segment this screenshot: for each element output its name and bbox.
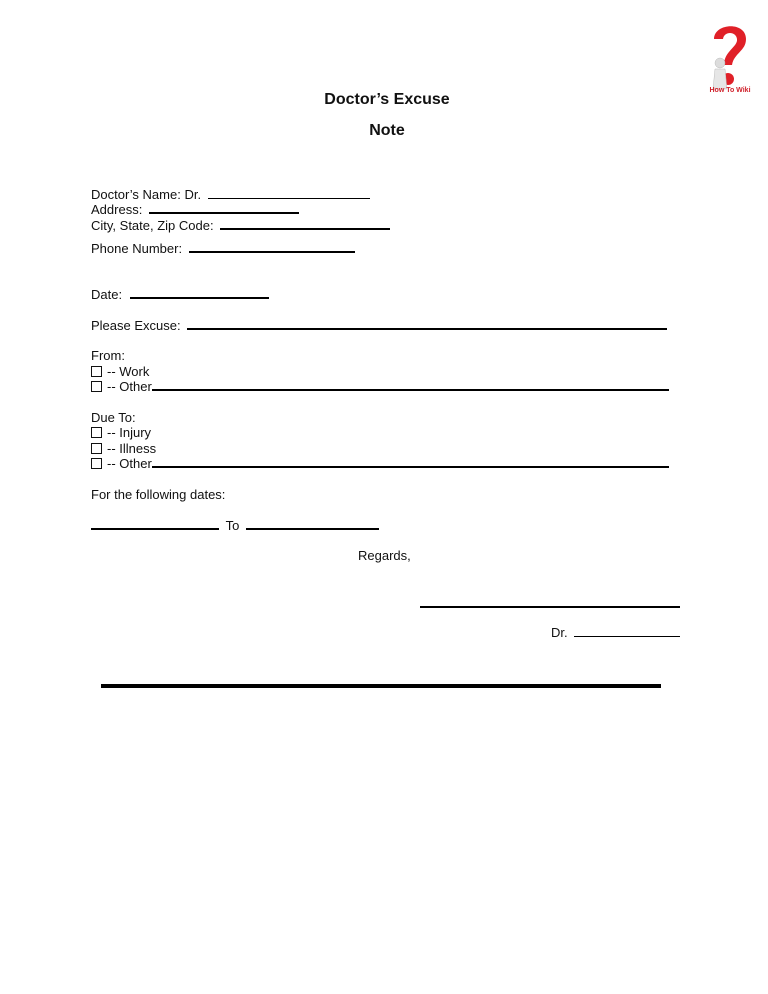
address-field[interactable] [149, 211, 299, 214]
doctor-name-field[interactable] [208, 197, 370, 199]
due-other-field[interactable] [152, 465, 669, 468]
phone-field[interactable] [189, 250, 355, 253]
due-other-option [91, 456, 669, 471]
from-work-option [91, 364, 149, 379]
please-excuse-field[interactable] [187, 327, 667, 330]
doctor-name-label: Doctor’s Name: Dr. [91, 187, 202, 202]
city-state-zip-label: City, State, Zip Code: [91, 218, 214, 233]
from-label: From: [91, 348, 125, 363]
date-range-row [91, 518, 379, 533]
from-other-checkbox[interactable] [91, 381, 102, 392]
logo-text: How To Wiki [709, 87, 751, 94]
due-injury-option [91, 425, 151, 440]
how-to-wiki-logo-icon [706, 17, 752, 97]
work-checkbox[interactable] [91, 366, 102, 377]
bottom-divider [101, 684, 661, 688]
from-other-label: -- Other [107, 379, 152, 394]
date-label: Date: [91, 287, 123, 302]
doctor-name-row [91, 187, 370, 202]
due-illness-option [91, 441, 156, 456]
signature-line[interactable] [420, 606, 680, 608]
regards-text: Regards, [358, 548, 411, 563]
illness-checkbox[interactable] [91, 443, 102, 454]
doctor-signature-row [551, 625, 680, 640]
work-label: -- Work [107, 364, 150, 379]
from-other-option [91, 379, 669, 394]
address-label: Address: [91, 202, 143, 217]
start-date-field[interactable] [91, 527, 219, 530]
document-subtitle: Note [369, 122, 405, 139]
following-dates-label: For the following dates: [91, 487, 226, 502]
illness-label: -- Illness [107, 441, 157, 456]
phone-label: Phone Number: [91, 241, 183, 256]
due-other-checkbox[interactable] [91, 458, 102, 469]
please-excuse-label: Please Excuse: [91, 318, 181, 333]
document-title: Doctor’s Excuse [324, 91, 450, 108]
due-to-label: Due To: [91, 410, 136, 425]
address-row [91, 202, 299, 217]
end-date-field[interactable] [246, 527, 379, 530]
city-state-zip-row [91, 218, 390, 233]
doctor-signature-name-field[interactable] [574, 635, 680, 637]
due-other-label: -- Other [107, 456, 152, 471]
please-excuse-row [91, 318, 667, 333]
injury-label: -- Injury [107, 425, 152, 440]
city-state-zip-field[interactable] [220, 227, 390, 230]
to-label: To [225, 518, 240, 533]
phone-row [91, 241, 355, 256]
date-field[interactable] [130, 296, 269, 299]
from-other-field[interactable] [152, 388, 669, 391]
injury-checkbox[interactable] [91, 427, 102, 438]
date-row [91, 287, 269, 302]
doctor-signature-prefix: Dr. [551, 625, 568, 640]
